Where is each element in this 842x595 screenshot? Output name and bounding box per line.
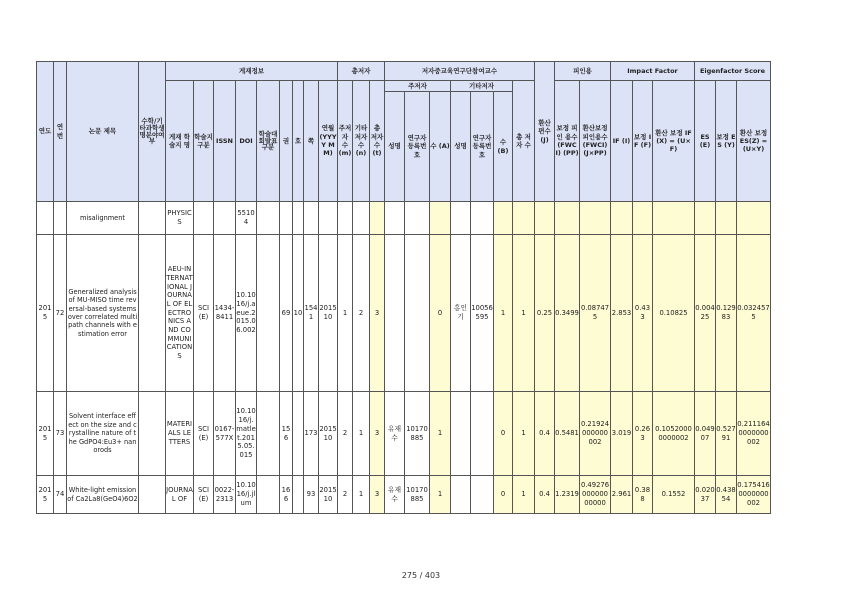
cell-count-b: 0: [494, 476, 513, 514]
cell-page: [304, 202, 319, 235]
header-corrected-if: 보정 IF (F): [633, 81, 653, 202]
header-authors: 총저자: [338, 62, 385, 81]
cell-issn: [214, 202, 236, 235]
cell-volume: [280, 202, 293, 235]
cell-converted-if: 0.10520000000002: [653, 392, 695, 476]
cell-doi: 10.1016/j.matlet.2015.05.015: [236, 392, 257, 476]
cell-es: 0.00425: [695, 235, 716, 392]
cell-converted-fwci: [580, 202, 611, 235]
cell-other-id: 10056595: [471, 235, 494, 392]
cell-journal-class: SCI(E): [194, 476, 214, 514]
cell-journal: JOURNAL OF: [166, 476, 194, 514]
cell-title: Generalized analysis of MU-MISO time reversal-based systems over correlated multipath channels with estimation error: [67, 235, 139, 392]
cell-count-b: 1: [494, 235, 513, 392]
cell-converted-count: 0.4: [535, 476, 555, 514]
cell-title: misalignment: [67, 202, 139, 235]
cell-converted-count: 0.25: [535, 235, 555, 392]
cell-converted-es: 0.2111640000000002: [737, 392, 771, 476]
header-page: 쪽: [304, 81, 319, 202]
header-doi: DOI: [236, 81, 257, 202]
cell-date: 201510: [319, 235, 338, 392]
cell-corrected-es: 0.52791: [716, 392, 737, 476]
cell-other-author-count: 2: [353, 235, 370, 392]
header-title: 논문 제목: [67, 62, 139, 202]
cell-converted-es: 0.0324575: [737, 235, 771, 392]
header-eigenfactor: Eigenfactor Score: [695, 62, 771, 81]
table-row: [37, 392, 771, 476]
header-other-author: 기타저자: [451, 81, 513, 92]
cell-year: 2015: [37, 476, 54, 514]
header-main-author-count: 주저자 수 (m): [338, 81, 353, 202]
cell-count-a: 0: [430, 235, 451, 392]
cell-count-a: [430, 202, 451, 235]
cell-if: 2.961: [611, 476, 633, 514]
cell-title: White-light emission of Ca2La8(GeO4)6O2: [67, 476, 139, 514]
header-main-author: 주저자: [385, 81, 451, 92]
cell-main-id: 10170885: [405, 392, 430, 476]
cell-converted-es: 0.1754160000000002: [737, 476, 771, 514]
header-other-author-count: 기타 저자 수 (n): [353, 81, 370, 202]
cell-page: 93: [304, 476, 319, 514]
cell-main-name: [385, 202, 405, 235]
cell-main-id: 10170885: [405, 476, 430, 514]
cell-total-people: 1: [513, 392, 535, 476]
performance-table: [36, 61, 771, 514]
cell-doi: 55104: [236, 202, 257, 235]
cell-if: 2.853: [611, 235, 633, 392]
cell-total-author-count: 3: [370, 476, 385, 514]
cell-volume: 166: [280, 476, 293, 514]
cell-journal-class: SCI(E): [194, 392, 214, 476]
table-row: [37, 235, 771, 392]
cell-total-people: 1: [513, 476, 535, 514]
cell-converted-count: [535, 202, 555, 235]
cell-fwci: 1.2319: [555, 476, 580, 514]
header-citation: 피인용: [555, 62, 611, 81]
cell-other-author-count: 1: [353, 476, 370, 514]
cell-page: 1541: [304, 235, 319, 392]
cell-other-name: [451, 476, 471, 514]
cell-corrected-if: 0.263: [633, 392, 653, 476]
header-converted-es: 환산 보정 ES(Z) =(U×Y): [737, 81, 771, 202]
cell-converted-if: [653, 202, 695, 235]
header-journal-info: 게재정보: [166, 62, 338, 81]
cell-date: 201510: [319, 392, 338, 476]
table-row: [37, 476, 771, 514]
cell-corrected-es: 0.12983: [716, 235, 737, 392]
cell-main-author-count: 2: [338, 392, 353, 476]
header-count-a: 수 (A): [430, 92, 451, 202]
header-main-name: 성명: [385, 92, 405, 202]
page-number: 275 / 403: [401, 571, 441, 580]
cell-main-id: [405, 235, 430, 392]
cell-if: 3.019: [611, 392, 633, 476]
cell-converted-fwci: 0.4927600000000000: [580, 476, 611, 514]
header-converted-if: 환산 보정 IF(X) = (U×F): [653, 81, 695, 202]
cell-total-people: [513, 202, 535, 235]
cell-es: 0.04907: [695, 392, 716, 476]
cell-field: [139, 235, 166, 392]
cell-jcr: [257, 202, 280, 235]
header-count-b: 수 (B): [494, 92, 513, 202]
cell-converted-if: 0.1552: [653, 476, 695, 514]
header-other-researcher-id: 연구자 등록번호: [471, 92, 494, 202]
header-pub-date: 연월(YYYY MM): [319, 81, 338, 202]
cell-if: [611, 202, 633, 235]
cell-field: [139, 392, 166, 476]
cell-converted-if: 0.10825: [653, 235, 695, 392]
cell-other-author-count: [353, 202, 370, 235]
cell-title: Solvent interface effect on the size and crystalline nature of the GdPO4:Eu3+ nanorods: [67, 392, 139, 476]
cell-count-b: [494, 202, 513, 235]
cell-corrected-es: [716, 202, 737, 235]
cell-field: [139, 202, 166, 235]
cell-converted-es: [737, 202, 771, 235]
cell-total-author-count: 3: [370, 235, 385, 392]
cell-main-id: [405, 202, 430, 235]
cell-journal-class: [194, 202, 214, 235]
cell-total-author-count: [370, 202, 385, 235]
cell-converted-count: 0.4: [535, 392, 555, 476]
header-field: 수학/기타과학생명분야여부: [139, 62, 166, 202]
header-journal-class: 학술지 구분: [194, 81, 214, 202]
header-if: IF (I): [611, 81, 633, 202]
cell-other-name: [451, 392, 471, 476]
cell-journal: PHYSICS: [166, 202, 194, 235]
header-volume: 권: [280, 81, 293, 202]
cell-year: 2015: [37, 392, 54, 476]
header-jcr: 학술대회발표구분: [257, 81, 280, 202]
cell-other-author-count: 1: [353, 392, 370, 476]
header-serial: 연번: [54, 62, 67, 202]
cell-main-author-count: 1: [338, 235, 353, 392]
cell-jcr: [257, 476, 280, 514]
cell-corrected-es: 0.43854: [716, 476, 737, 514]
cell-journal: AEU-INTERNATIONAL JOURNAL OF ELECTRONICS AND COMMUNICATIONS: [166, 235, 194, 392]
cell-serial: 74: [54, 476, 67, 514]
cell-issn: 0022-2313: [214, 476, 236, 514]
cell-issue: [293, 476, 304, 514]
header-corrected-citation: 보정 피인 용수 (FWCI) (PP): [555, 81, 580, 202]
cell-volume: 156: [280, 392, 293, 476]
cell-es: 0.02037: [695, 476, 716, 514]
cell-total-people: 1: [513, 235, 535, 392]
cell-issue: [293, 202, 304, 235]
cell-count-a: 1: [430, 392, 451, 476]
cell-main-author-count: 2: [338, 476, 353, 514]
cell-serial: [54, 202, 67, 235]
cell-fwci: 0.3499: [555, 235, 580, 392]
cell-main-name: 유재수: [385, 392, 405, 476]
cell-main-author-count: [338, 202, 353, 235]
cell-corrected-if: [633, 202, 653, 235]
cell-issue: [293, 392, 304, 476]
header-issue: 호: [293, 81, 304, 202]
header-converted-count: 환산 편수 (J): [535, 62, 555, 202]
cell-doi: 10.1016/j.aeue.2015.06.002: [236, 235, 257, 392]
cell-jcr: [257, 235, 280, 392]
cell-main-name: 유재수: [385, 476, 405, 514]
cell-jcr: [257, 392, 280, 476]
header-corrected-es: 보정 ES (Y): [716, 81, 737, 202]
cell-total-author-count: 3: [370, 392, 385, 476]
cell-serial: 72: [54, 235, 67, 392]
cell-count-b: 0: [494, 392, 513, 476]
cell-journal: MATERIALS LETTERS: [166, 392, 194, 476]
cell-field: [139, 476, 166, 514]
header-total-author-count: 총 저자 수 (t): [370, 81, 385, 202]
cell-serial: 73: [54, 392, 67, 476]
table-row: [37, 202, 771, 235]
cell-issue: 10: [293, 235, 304, 392]
cell-doi: 10.1016/j.jlum: [236, 476, 257, 514]
cell-issn: 0167-577X: [214, 392, 236, 476]
cell-issn: 1434-8411: [214, 235, 236, 392]
cell-volume: 69: [280, 235, 293, 392]
cell-converted-fwci: 0.087475: [580, 235, 611, 392]
header-issn: ISSN: [214, 81, 236, 202]
cell-count-a: 1: [430, 476, 451, 514]
cell-main-name: [385, 235, 405, 392]
header-year: 연도: [37, 62, 54, 202]
header-main-researcher-id: 연구자 등록번호: [405, 92, 430, 202]
cell-other-name: 홍인기: [451, 235, 471, 392]
cell-es: [695, 202, 716, 235]
cell-year: 2015: [37, 235, 54, 392]
cell-date: 201510: [319, 476, 338, 514]
cell-journal-class: SCI(E): [194, 235, 214, 392]
cell-other-name: [451, 202, 471, 235]
header-other-name: 성명: [451, 92, 471, 202]
header-total-author-people: 총 저자 수: [513, 81, 535, 202]
header-es: ES (E): [695, 81, 716, 202]
cell-other-id: [471, 392, 494, 476]
cell-date: [319, 202, 338, 235]
cell-other-id: [471, 202, 494, 235]
cell-fwci: [555, 202, 580, 235]
cell-page: 173: [304, 392, 319, 476]
cell-corrected-if: 0.388: [633, 476, 653, 514]
header-converted-citation: 환산보정피인용수 (FWCI) (J×PP): [580, 81, 611, 202]
cell-year: [37, 202, 54, 235]
header-impact-factor: Impact Factor: [611, 62, 695, 81]
header-participant: 저자중교육연구단참여교수: [385, 62, 535, 81]
cell-other-id: [471, 476, 494, 514]
header-journal-name: 게재 학술지 명: [166, 81, 194, 202]
cell-corrected-if: 0.433: [633, 235, 653, 392]
cell-fwci: 0.5481: [555, 392, 580, 476]
cell-converted-fwci: 0.21924000000002: [580, 392, 611, 476]
